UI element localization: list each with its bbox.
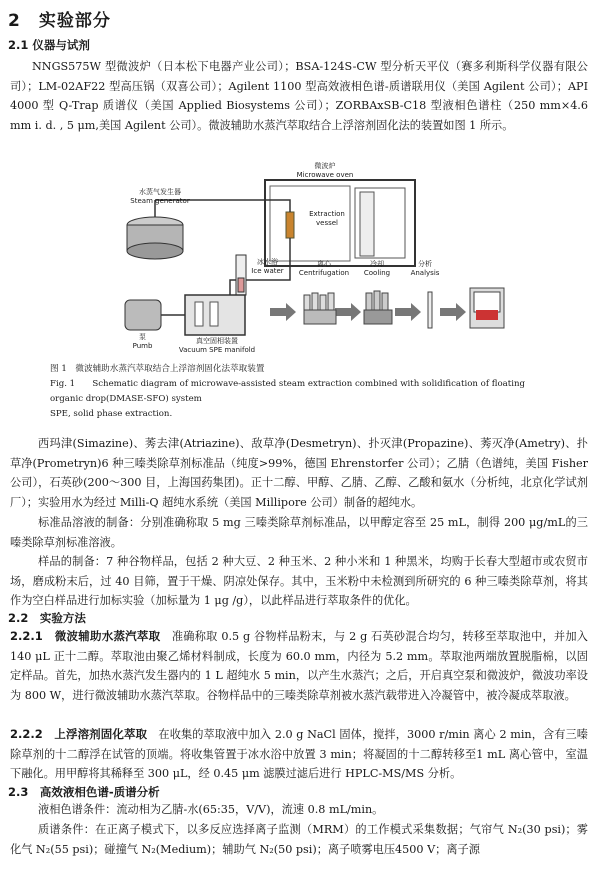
label-centrifugation: 离心 Centrifugation	[298, 260, 350, 277]
arrow-1	[270, 303, 296, 321]
heading-2-3: 2.3 高效液相色谱-质谱分析	[8, 785, 160, 799]
steam-generator	[127, 243, 183, 259]
heading-2-2-2: 2.2.2 上浮溶剂固化萃取	[10, 727, 148, 741]
paragraph-lc-conditions: 液相色谱条件：流动相为乙腈-水(65:35，V/V)，流速 0.8 mL/min。	[38, 803, 384, 816]
label-steam-generator: 水蒸气发生器 Steam generator	[130, 188, 190, 205]
label-ice-water: 冰水浴 Ice water	[251, 258, 284, 275]
label-pump: 泵 Pumb	[132, 333, 153, 350]
paragraph-standards: 西玛津(Simazine)、莠去津(Atriazine)、敌草净(Desmetryn)、扑灭津(Propazine)、莠灭净(Ametry)、扑草净(Prometryn)6 种三嗪类除草剂标准品（纯度>99%，德国 Ehrenstorfer 公司）；乙腈（色谱纯，美国 Fisher 公司），石英砂(200～300 目，上海国药集团)。正十二醇、甲醇、乙腈、乙醇、乙酸和氨水（分析纯，北京化学试剂厂）；实验用水为经过 Milli-Q 超纯水系统（美国 Millipore 公司）制备的超纯水。	[10, 437, 588, 509]
figure-caption: 图 1 微波辅助水蒸汽萃取结合上浮溶剂固化法萃取装置 Fig. 1 Schematic diagram of microwave-assisted steam extraction combined with solidification of floating organic drop(DMASE-SFO) system SPE, solid phase extraction.	[50, 364, 526, 419]
label-cooling: 冷却 Cooling	[363, 260, 391, 277]
heading-2-2: 2.2 实验方法	[8, 611, 86, 625]
arrow-4	[440, 303, 466, 321]
heading-2-2-1: 2.2.1 微波辅助水蒸汽萃取	[10, 629, 161, 643]
syringe	[428, 292, 432, 328]
heading-2-1: 2.1 仪器与试剂	[8, 38, 90, 52]
paragraph-standard-solution: 标准品溶液的制备：分别准确称取 5 mg 三嗪类除草剂标准品，以甲醇定容至 25 mL，制得 200 μg/mL的三嗪类除草剂标准溶液。	[10, 516, 588, 549]
paragraph-ms-conditions: 质谱条件：在正离子模式下，以多反应选择离子监测（MRM）的工作模式采集数据；气帘气 N₂(30 psi)；雾化气 N₂(55 psi)；碰撞气 N₂(Medium)；辅助气 N₂(50 psi)；离子喷雾电压4500 V；离子源	[10, 823, 588, 856]
label-vacuum-manifold: 真空固相装置 Vacuum SPE manifold	[178, 337, 256, 354]
label-extraction-vessel: Extraction vessel	[309, 210, 345, 227]
paragraph-2-2-1: 2.2.1 微波辅助水蒸汽萃取 准确称取 0.5 g 谷物样品粉末，与 2 g 石英砂混合均匀，转移至萃取池中，并加入 140 μL 正十二醇。萃取池由聚乙烯材料制成，长度为 60.0 mm，内径为 5.2 mm。萃取池两端放置脱脂棉，以固定样品。首先，加热水蒸汽发生器内的 1 L 超纯水 5 min，以产生水蒸汽；之后，开启真空泵和微波炉，微波功率设为 800 W，进行微波辅助水蒸汽萃取。谷物样品中的三嗪类除草剂被水蒸汽载带进入冷凝管中，被冷凝成萃取液。	[10, 629, 588, 702]
section-title: 2 实验部分	[8, 11, 111, 31]
arrow-2	[335, 303, 361, 321]
paragraph-sample-prep: 样品的制备：7 种谷物样品，包括 2 种大豆、2 种玉米、2 种小米和 1 种黑米，均购于长春大型超市或农贸市场，磨成粉末后，过 40 目筛，置于干燥、阴凉处保存。其中，玉米粉中未检测到所研究的 6 种三嗪类除草剂，将其作为空白样品进行加标实验（加标量为 1 μg /g），以此样品进行萃取条件的优化。	[10, 555, 588, 608]
label-microwave-oven: 微波炉 Microwave oven	[296, 162, 354, 179]
centrifuge-tubes	[304, 293, 336, 324]
apparatus-figure	[60, 160, 530, 355]
arrow-3	[395, 303, 421, 321]
cooling-tubes	[364, 291, 392, 324]
pump	[125, 300, 161, 330]
label-analysis: 分析 Analysis	[410, 260, 440, 277]
paragraph-instruments: NNGS575W 型微波炉（日本松下电器产业公司）；BSA-124S-CW 型分析天平仪（赛多利斯科学仪器有限公司）；LM-02AF22 型高压锅（双喜公司）；Agilent 1100 型高效液相色谱-质谱联用仪（美国 Agilent 公司）；API 4000 型 Q-Trap 质谱仪（美国 Applied Biosystems 公司）；ZORBAxSB-C18 型液相色谱柱（250 mm×4.6 mm i. d. , 5 μm,美国 Agilent 公司）。微波辅助水蒸汽萃取结合上浮溶剂固化法的装置如图 1 所示。	[10, 60, 588, 132]
paragraph-2-2-2: 2.2.2 上浮溶剂固化萃取 在收集的萃取液中加入 2.0 g NaCl 固体，搅拌，3000 r/min 离心 2 min，含有三嗪除草剂的十二醇浮在试管的顶端。将收集管置于冰水浴中放置 3 min；将凝固的十二醇转移至1 mL 离心管中，室温下融化。用甲醇将其稀释至 300 μL，经 0.45 μm 滤膜过滤后进行 HPLC-MS/MS 分析。	[10, 727, 588, 781]
